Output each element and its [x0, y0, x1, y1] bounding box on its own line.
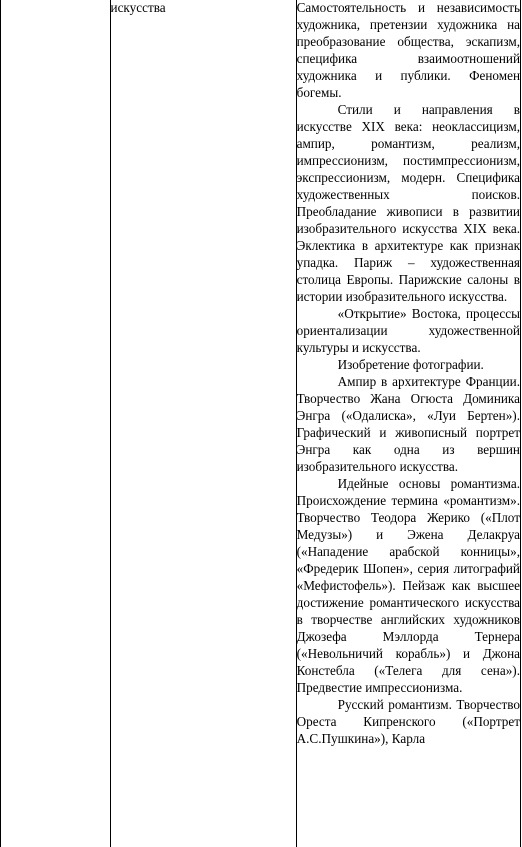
table-row	[1, 0, 521, 847]
content-paragraph: Русский романтизм. Творчество Ореста Кипренского («Портрет А.С.Пушкина»), Карла	[296, 697, 520, 746]
content-paragraph: Идейные основы романтизма. Происхождение термина «романтизм». Творчество Теодора Жерико («Плот Медузы») и Эжена Делакруа («Нападение арабской конницы», «Фредерик Шопен», серия литографий «Мефистофель»). Пейзаж как высшее достижение романтического искусства в творчестве английских художников Джозефа Мэллорда Тернера («Невольничий корабль») и Джона Констебла («Телега для сена»). Предвестие импрессионизма.	[296, 476, 520, 695]
number-cell	[1, 0, 111, 847]
content-paragraph: Самостоятельность и независимость художника, претензии художника на преобразование общества, эскапизм, специфика взаимоотношений художника и публики. Феномен богемы.	[296, 0, 520, 100]
content-cell	[296, 0, 520, 847]
content-paragraph: Изобретение фотографии.	[337, 357, 484, 372]
content-paragraph: «Открытие» Востока, процессы ориентализации художественной культуры и искусства.	[296, 306, 520, 355]
topic-cell: искусства	[110, 0, 296, 847]
content-paragraph: Ампир в архитектуре Франции. Творчество Жана Огюста Доминика Энгра («Одалиска», «Луи Бертен»). Графический и живописный портрет Энгра как одна из вершин изобразительного искусства.	[296, 374, 520, 474]
content-paragraph: Стили и направления в искусстве XIX века: неоклассицизм, ампир, романтизм, реализм, импрессионизм, постимпрессионизм, экспрессионизм, модерн. Специфика художественных поисков. Преобладание живописи в развитии изобразительного искусства XIX века. Эклектика в архитектуре как признак упадка. Париж – художественная столица Европы. Парижские салоны в истории изобразительного искусства.	[296, 102, 520, 304]
